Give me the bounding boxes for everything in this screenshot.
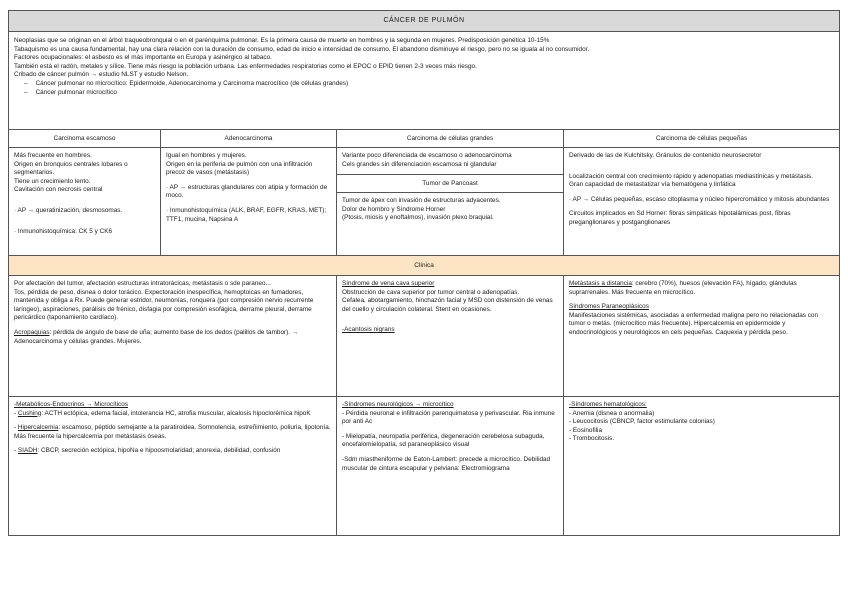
siadh-label: SIADH (17, 447, 38, 455)
text-line: Manifestaciones sistémicas, asociadas a enfermedad maligna pero no relacionadas con tumor o metás. (microcítico más frecuente). Hipercalcemia en epidermoide y endocrinológicos y neurológicos en cels pequeñas. Caquexia y pérdida peso. (569, 311, 819, 336)
list-item: – Cáncer pulmonar microcítico (38, 89, 834, 98)
pequenas-header: Carcinoma de células pequeñas (564, 130, 839, 148)
list-item: - Eosinofilia (569, 426, 603, 434)
text-line: · AP → estructuras glandulares con atipia y formación de moco. (166, 183, 328, 200)
intro-line: Factores ocupacionales: el asbesto es el más importante en Europa y asinérgico al tabaco. (14, 54, 272, 62)
clinica-header: Clínica (9, 256, 839, 276)
text-line: - Mielopatía, neuropatía periférica, degeneración cerebelosa subaguda, encefalomielopatía, sd paraneoplásico visual (342, 432, 545, 449)
page-title: CÁNCER DE PULMÓN (9, 11, 839, 32)
pancoast-header: Tumor de Pancoast (337, 174, 563, 193)
list-item: - Anemia (disnea o anormalia) (569, 409, 655, 417)
cushing-text: - Cushing: ACTH ectópica, edema facial, intolerancia HC, atrofia muscular, alcalosis hipoclorémica hipoK (14, 409, 311, 417)
adeno-column (161, 130, 337, 255)
types-row (9, 130, 839, 256)
text-line: Igual en hombres y mujeres. (166, 152, 247, 159)
list-item: - Leucocitosis (CBNCP, factor estimulante colonias) (569, 418, 715, 426)
acantosis-label: -Acantosis nigrans (342, 326, 395, 334)
cushing-label: Cushing (17, 409, 42, 417)
grandes-header: Carcinoma de células grandes (337, 130, 563, 148)
intro-line: También está el radón, metales y sílice. Tiene más riesgo la población urbana. Las enfermedades respiratorias como el EPOC o EPID tienen 2-3 veces más riesgo. (14, 62, 477, 70)
text-line: · Inmunohistoquímica: CK 5 y CK6 (14, 227, 113, 235)
text-line: Obstrucción de cava superior por tumor central o adenopatías. (342, 288, 520, 296)
neuro-header: -Síndromes neurológicos → microcítico (342, 401, 454, 408)
siadh-text: - SIADH: CBCP, secreción ectópica, hipoNa e hipoosmolaridad; anorexia, debilidad, confusión (14, 447, 281, 455)
intro-section (9, 32, 839, 130)
text-line: Por afectación del tumor, afectación estructuras intratorácicas, metástasis o sde paraneo... (14, 280, 271, 287)
list-item: - Trombocitosis. (569, 435, 615, 443)
intro-line: Neoplasias que se originan en el árbol traqueobronquial o en el parénquima pulmonar. Es la primera causa de muerte en hombres y la segunda en mujeres. Predisposición genética 10-15% (14, 37, 550, 44)
text-line: Localización central con crecimiento rápido y adenopatías mediastínicas y metástasis. (569, 172, 814, 180)
paraneoplasicos-label: Síndromes Paraneoplásicos (569, 303, 649, 311)
text-line: Origen en la periferia de pulmón con una infiltración precoz de vasos (metástasis) (166, 160, 313, 177)
acropaquias-label: Acropaquias (14, 328, 50, 336)
text-line: Variante poco diferenciada de escamoso o adenocarcinoma (342, 152, 512, 159)
summary-sheet (8, 10, 840, 536)
text-line: Circuitos implicados en Sd Horner: fibras simpáticas hipotalámicas post, fibras preganglionares y postganglionares (569, 210, 791, 226)
escamoso-column (9, 130, 161, 255)
intro-line: Tabaquismo es una causa fundamental, hay una clara relación con la duración de consumo, edad de inicio e intensidad de consumo. El abandono disminuye el riesgo, pero no se iguala al no consumidor. (14, 45, 590, 53)
text-line: (Ptosis, miosis y enoftalmos), invasión plexo braquial. (342, 214, 494, 222)
text-line: Tiene un crecimiento lento. (14, 177, 91, 185)
text-line: · Inmunohistoquímica (ALK, BRAF, EGFR, KRAS, MET); TTF1, mucina, Napsina A (166, 206, 327, 223)
list-item: – Cáncer pulmonar no microcítico: Epidermoide, Adenocarcinoma y Carcinoma macrocítico (de células grandes) (38, 80, 834, 89)
adeno-header: Adenocarcinoma (161, 130, 336, 148)
hemato-header: -Síndromes hematológicos: (569, 401, 647, 408)
neuro-column (337, 397, 564, 535)
text-line: Más frecuente en hombres. (14, 152, 92, 159)
intro-line: Cribado de cáncer pulmón → estudio NLST y estudio Nelson. (14, 71, 189, 79)
hipercalcemia-text: - Hipercalcemia: escamoso, péptido semejante a la paratiroidea. Somnolencia, estreñimiento, poliuria, lipotonía. Más frecuente la hipercalcemia por metástasis óseas. (14, 424, 331, 440)
text-line: Cavitación con necrosis central (14, 186, 103, 194)
metabolicos-header: -Metabólicos-Endocrinos → Microcíticos (14, 401, 129, 408)
text-line: Origen en bronquios centrales lobares o segmentarios. (14, 160, 128, 177)
hemato-column (564, 397, 839, 535)
acropaquias-text: Acropaquias: pérdida de ángulo de base de uña; aumento base de los dedos (palillos de tambor). → Adenocarcinoma y células grandes. Mujeres. (14, 328, 299, 345)
text-line: Tos, pérdida de peso, disnea o dolor torácico. Expectoración inespecífica, hemoptoicas en fumadores, mantenida y obliga a Rx. Puede generar estridor, neumonías, ronquera (por compresión nervio recurrente laríngeo), aspiraciones, parálisis de frénico, disfagia por compresión esofágica, derrame pleural, derrame pericárdico (taponamiento cardíaco). (14, 288, 314, 322)
meta-column (564, 276, 839, 396)
text-line: Gran capacidad de metastatizar vía hematógena y linfática (569, 181, 736, 189)
text-line: · AP → queratinización, desmosomas. (14, 206, 123, 214)
text-line: · AP → Células pequeñas, escaso citoplasma y núcleo hipercromático y mitosis abundantes (569, 195, 830, 203)
text-line: Derivado de las de Kulchitsky. Gránulos de contenido neurosecretor (569, 152, 762, 159)
syndromes-row (9, 397, 839, 535)
metabolicos-column (9, 397, 337, 535)
hipercalcemia-label: Hipercalcemia (17, 424, 59, 432)
metastasis-label: Metástasis a distancia (569, 280, 632, 287)
text-line: -Sdm miastheniforme de Eaton-Lambert: precede a microcítico. Debilidad muscular de cintura escapular y pelviana: Electromiograma (342, 455, 551, 472)
text-line: Dolor de hombro y Síndrome Horner (342, 205, 446, 213)
pequenas-column (564, 130, 839, 255)
escamoso-header: Carcinoma escamoso (9, 130, 160, 148)
local-column (9, 276, 337, 396)
vena-cava-label: Síndrome de vena cava superior (342, 280, 435, 287)
metastasis-text: Metástasis a distancia: cerebro (70%), huesos (elevación FA), hígado, glándulas suprarrenales. Más frecuente en microcítico. (569, 280, 797, 296)
text-line: Cels grandes sin diferenciación escamosa ni glandular (342, 160, 497, 168)
text-line: Cefalea, abotargamiento, hinchazón facial y MSD con distensión de venas del cuello y circulación colateral. Stent en ocasiones. (342, 297, 553, 313)
grandes-column (337, 130, 564, 255)
intro-bullets (14, 80, 834, 97)
clinica-row (9, 276, 839, 397)
text-line: - Pérdida neuronal e infiltración parenquimatosa y perivascular. Ria inmune por anti Ac (342, 409, 555, 426)
vena-column (337, 276, 564, 396)
text-line: Tumor de ápex con invasión de estructuras adyacentes. (342, 197, 501, 204)
